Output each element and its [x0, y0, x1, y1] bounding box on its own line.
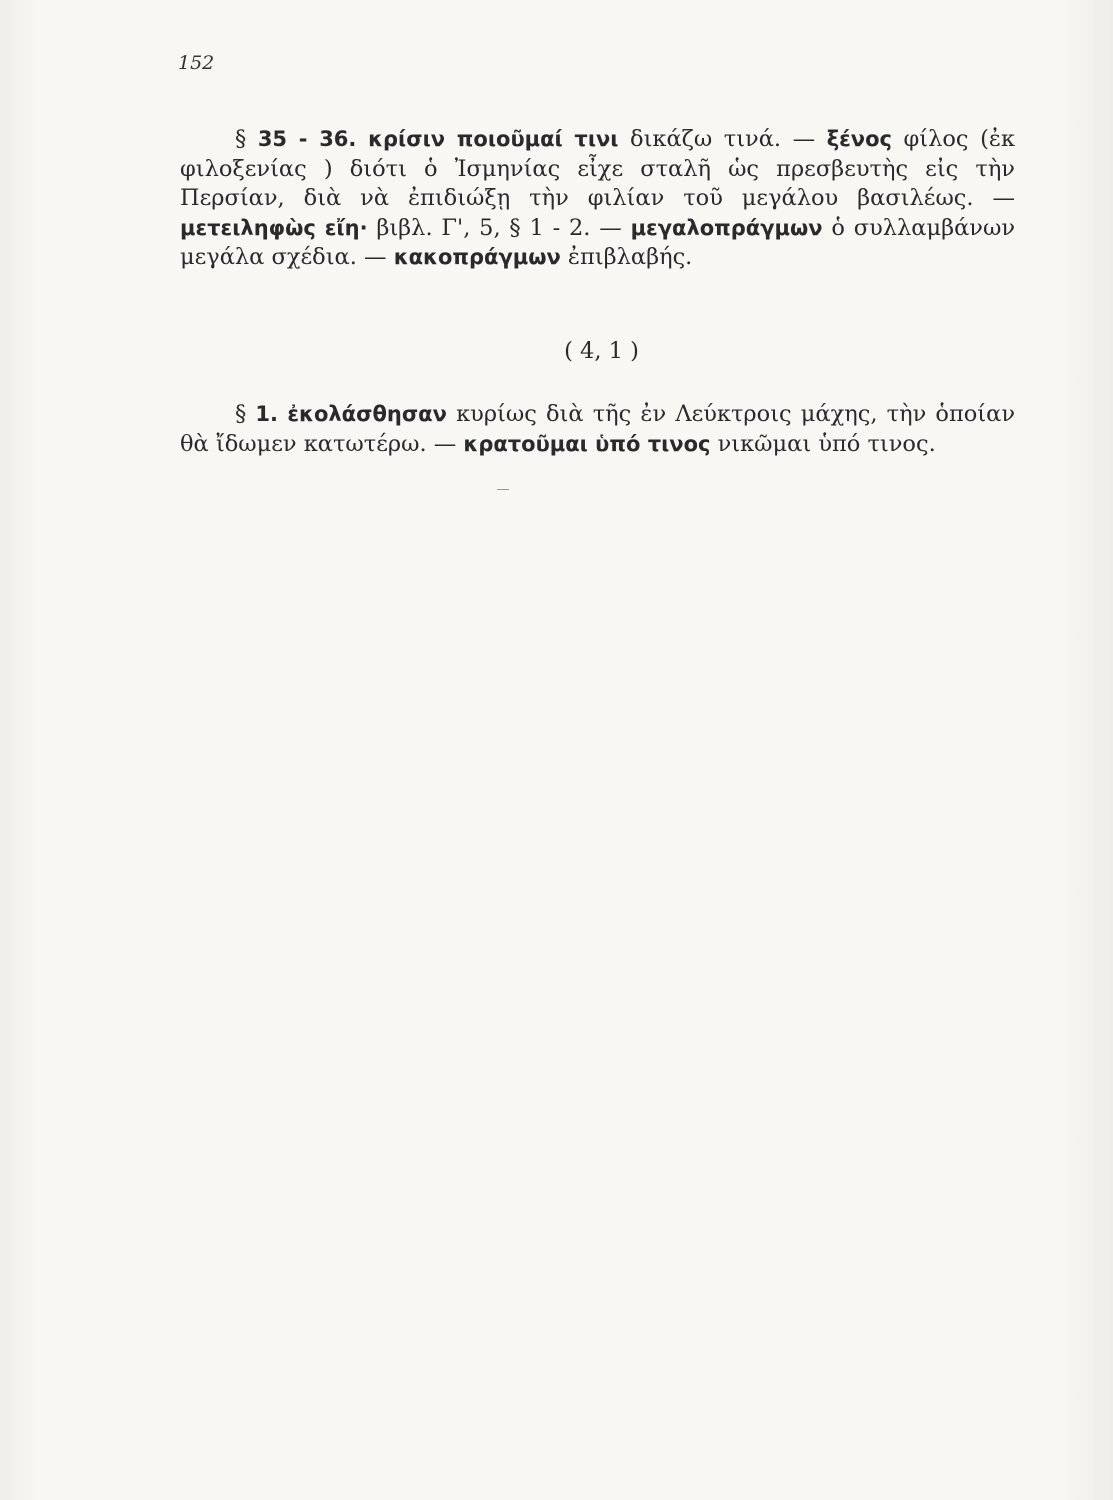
section-sign: § [235, 126, 258, 152]
section-sign: § [235, 401, 256, 427]
lemma-megalopragmon: μεγαλοπράγμων [630, 215, 823, 240]
gloss-text: ἐπιβλαβής. [560, 244, 693, 270]
gloss-text: ὁ συλλαμβάνων μεγάλα σχέδια. — [180, 214, 1015, 270]
gloss-text: φίλος (ἐκ φιλοξενίας ) διότι ὁ Ἰσμηνίας εἶχε σταλῆ ὡς πρεσβευτὴς εἰς τὴν Περσίαν, διὰ νὰ ἐπιδιώξῃ τὴν φιλίαν τοῦ μεγάλου βασιλέως. — [180, 126, 1016, 211]
lemma-ekolasthesan: 1. ἐκολάσθησαν [255, 402, 447, 426]
lemma-meteilephos-eie: μετειληφὼς εἴη· [180, 215, 368, 240]
gloss-text: κυρίως διὰ τῆς ἐν Λεύκτροις μάχης, τὴν ὁποίαν θὰ ἴδωμεν κατωτέρω. — [180, 401, 1015, 457]
stray-mark [497, 489, 509, 490]
page-number: 152 [178, 52, 215, 74]
lemma-krisin-poioumai: 35 - 36. κρίσιν ποιοῦμαί τινι [257, 127, 619, 151]
section-marker: ( 4, 1 ) [564, 338, 639, 364]
commentary-paragraph-1 [180, 125, 1015, 273]
commentary-paragraph-2 [180, 400, 1015, 459]
gloss-text: βιβλ. Γ', 5, § 1 - 2. — [367, 214, 631, 241]
lemma-xenos: ξένος [826, 127, 892, 151]
gloss-text: νικῶμαι ὑπό τινος. [710, 430, 936, 457]
lemma-kratoumai: κρατοῦμαι ὑπό τινος [463, 431, 711, 456]
gloss-text: δικάζω τινά. — [618, 126, 827, 152]
lemma-kakopragmon: κακοπράγμων [393, 245, 561, 269]
